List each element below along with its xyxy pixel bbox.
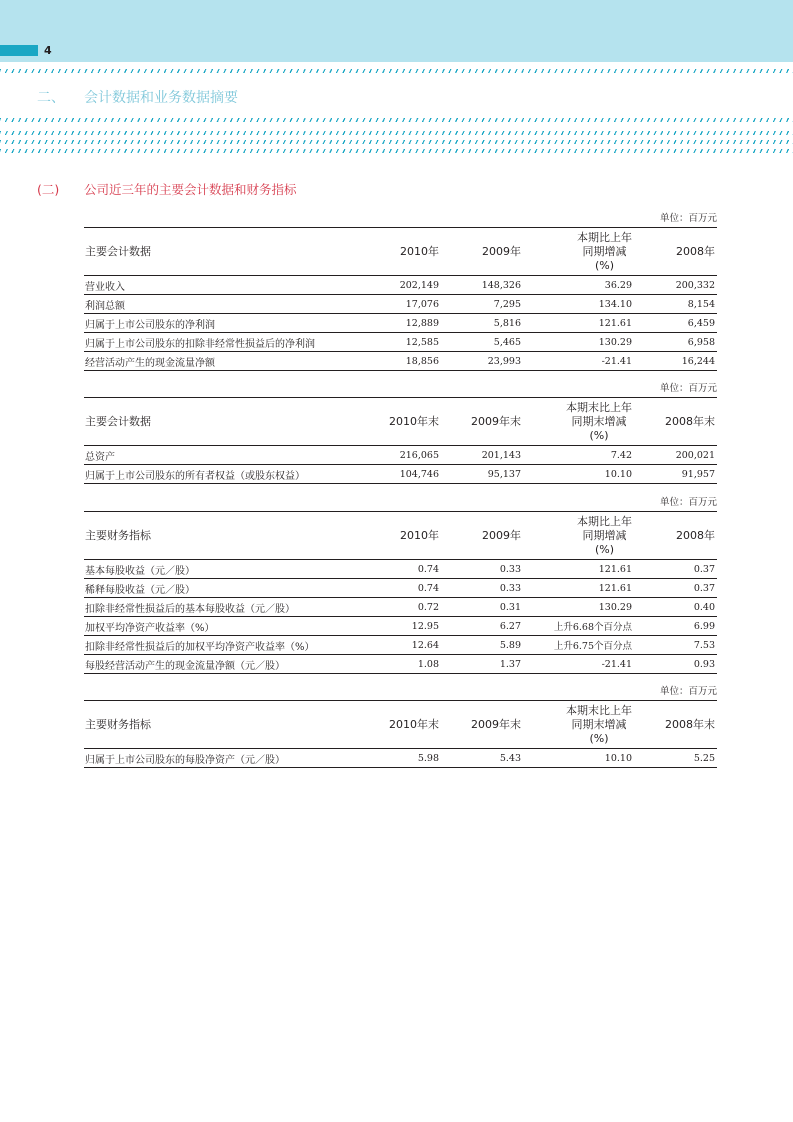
column-header: 2008年末 <box>634 701 717 749</box>
row-value: 6.99 <box>634 617 717 636</box>
table-header-row <box>84 512 717 560</box>
page-number: 4 <box>44 44 52 57</box>
table-row <box>84 314 717 333</box>
row-value: 95,137 <box>441 465 523 484</box>
row-value: 0.74 <box>361 579 441 598</box>
row-value: 130.29 <box>523 333 634 352</box>
row-label: 稀释每股收益（元／股） <box>84 579 361 598</box>
row-label: 归属于上市公司股东的所有者权益（或股东权益） <box>84 465 361 484</box>
row-label: 加权平均净资产收益率（%） <box>84 617 361 636</box>
row-label: 归属于上市公司股东的扣除非经常性损益后的净利润 <box>84 333 361 352</box>
row-value: 200,332 <box>634 276 717 295</box>
column-header: 2009年 <box>441 228 523 276</box>
row-value: 5.43 <box>441 749 523 768</box>
row-value: 0.33 <box>441 560 523 579</box>
net-assets-per-share-table <box>84 700 717 768</box>
row-value: 10.10 <box>523 749 634 768</box>
column-header: 主要财务指标 <box>84 701 361 749</box>
row-value: 121.61 <box>523 560 634 579</box>
row-value: 23,993 <box>441 352 523 371</box>
row-label: 归属于上市公司股东的净利润 <box>84 314 361 333</box>
row-value: 0.37 <box>634 560 717 579</box>
row-value: 201,143 <box>441 446 523 465</box>
table-row <box>84 579 717 598</box>
table-row <box>84 465 717 484</box>
row-value: 0.33 <box>441 579 523 598</box>
column-header: 主要会计数据 <box>84 228 361 276</box>
row-value: 202,149 <box>361 276 441 295</box>
column-header: 本期末比上年 同期末增减 (%) <box>523 701 634 749</box>
dashed-divider-mid <box>0 118 793 122</box>
row-value: 17,076 <box>361 295 441 314</box>
unit-label: 单位：百万元 <box>659 497 717 508</box>
row-value: 0.93 <box>634 655 717 674</box>
column-header: 本期末比上年 同期末增减 (%) <box>523 398 634 446</box>
row-value: 6.27 <box>441 617 523 636</box>
row-value: 6,459 <box>634 314 717 333</box>
row-value: 5.98 <box>361 749 441 768</box>
column-header: 2008年 <box>634 512 717 560</box>
row-value: 12.95 <box>361 617 441 636</box>
column-header: 主要会计数据 <box>84 398 361 446</box>
unit-label: 单位：百万元 <box>659 383 717 394</box>
row-value: 200,021 <box>634 446 717 465</box>
column-header: 2010年末 <box>361 398 441 446</box>
row-value: 5,465 <box>441 333 523 352</box>
table-header-row <box>84 228 717 276</box>
table-row <box>84 276 717 295</box>
header-band <box>0 0 793 62</box>
column-header: 2010年末 <box>361 701 441 749</box>
column-header: 2008年末 <box>634 398 717 446</box>
row-value: 12,585 <box>361 333 441 352</box>
financial-indicators-table <box>84 511 717 674</box>
dashed-divider-low-1 <box>0 131 793 135</box>
row-label: 经营活动产生的现金流量净额 <box>84 352 361 371</box>
row-value: 16,244 <box>634 352 717 371</box>
row-value: 104,746 <box>361 465 441 484</box>
row-label: 每股经营活动产生的现金流量净额（元／股） <box>84 655 361 674</box>
row-value: 1.08 <box>361 655 441 674</box>
row-label: 扣除非经常性损益后的加权平均净资产收益率（%） <box>84 636 361 655</box>
subsection-title: 公司近三年的主要会计数据和财务指标 <box>84 182 297 197</box>
row-value: 130.29 <box>523 598 634 617</box>
row-label: 利润总额 <box>84 295 361 314</box>
row-value: 7.42 <box>523 446 634 465</box>
row-value: 134.10 <box>523 295 634 314</box>
row-label: 归属于上市公司股东的每股净资产（元／股） <box>84 749 361 768</box>
table-row <box>84 560 717 579</box>
row-value: 7,295 <box>441 295 523 314</box>
column-header: 2009年末 <box>441 701 523 749</box>
table-row <box>84 295 717 314</box>
row-label: 营业收入 <box>84 276 361 295</box>
table-row <box>84 617 717 636</box>
column-header: 本期比上年 同期增减 (%) <box>523 228 634 276</box>
row-value: 1.37 <box>441 655 523 674</box>
row-value: -21.41 <box>523 655 634 674</box>
row-value: 7.53 <box>634 636 717 655</box>
row-value: 5.25 <box>634 749 717 768</box>
section-title: 会计数据和业务数据摘要 <box>84 90 238 106</box>
row-value: 121.61 <box>523 579 634 598</box>
column-header: 主要财务指标 <box>84 512 361 560</box>
column-header: 2010年 <box>361 228 441 276</box>
row-value: 6,958 <box>634 333 717 352</box>
row-label: 总资产 <box>84 446 361 465</box>
row-value: 12.64 <box>361 636 441 655</box>
unit-label: 单位：百万元 <box>659 213 717 224</box>
row-value: 0.40 <box>634 598 717 617</box>
column-header: 2008年 <box>634 228 717 276</box>
column-header: 本期比上年 同期增减 (%) <box>523 512 634 560</box>
row-value: 121.61 <box>523 314 634 333</box>
row-value: 0.31 <box>441 598 523 617</box>
table-row <box>84 636 717 655</box>
table-header-row <box>84 701 717 749</box>
row-label: 扣除非经常性损益后的基本每股收益（元／股） <box>84 598 361 617</box>
subsection-number: (二) <box>37 182 60 197</box>
row-value: 5,816 <box>441 314 523 333</box>
table-row <box>84 333 717 352</box>
dashed-divider-top <box>0 69 793 73</box>
row-label: 基本每股收益（元／股） <box>84 560 361 579</box>
row-value: 0.37 <box>634 579 717 598</box>
row-value: 0.72 <box>361 598 441 617</box>
row-value: 上升6.68个百分点 <box>523 617 634 636</box>
balance-data-table <box>84 397 717 484</box>
row-value: 10.10 <box>523 465 634 484</box>
row-value: 91,957 <box>634 465 717 484</box>
row-value: 5.89 <box>441 636 523 655</box>
column-header: 2009年末 <box>441 398 523 446</box>
row-value: 8,154 <box>634 295 717 314</box>
row-value: 0.74 <box>361 560 441 579</box>
row-value: 12,889 <box>361 314 441 333</box>
column-header: 2010年 <box>361 512 441 560</box>
column-header: 2009年 <box>441 512 523 560</box>
table-row <box>84 749 717 768</box>
dashed-divider-low-3 <box>0 149 793 153</box>
row-value: 216,065 <box>361 446 441 465</box>
table-row <box>84 446 717 465</box>
unit-label: 单位：百万元 <box>659 686 717 697</box>
row-value: 148,326 <box>441 276 523 295</box>
section-number: 二、 <box>37 90 65 106</box>
table-row <box>84 655 717 674</box>
row-value: 18,856 <box>361 352 441 371</box>
row-value: 36.29 <box>523 276 634 295</box>
table-row <box>84 598 717 617</box>
accounting-data-table <box>84 227 717 371</box>
row-value: 上升6.75个百分点 <box>523 636 634 655</box>
table-header-row <box>84 398 717 446</box>
row-value: -21.41 <box>523 352 634 371</box>
page-tab-marker <box>0 45 38 56</box>
dashed-divider-low-2 <box>0 140 793 144</box>
table-row <box>84 352 717 371</box>
